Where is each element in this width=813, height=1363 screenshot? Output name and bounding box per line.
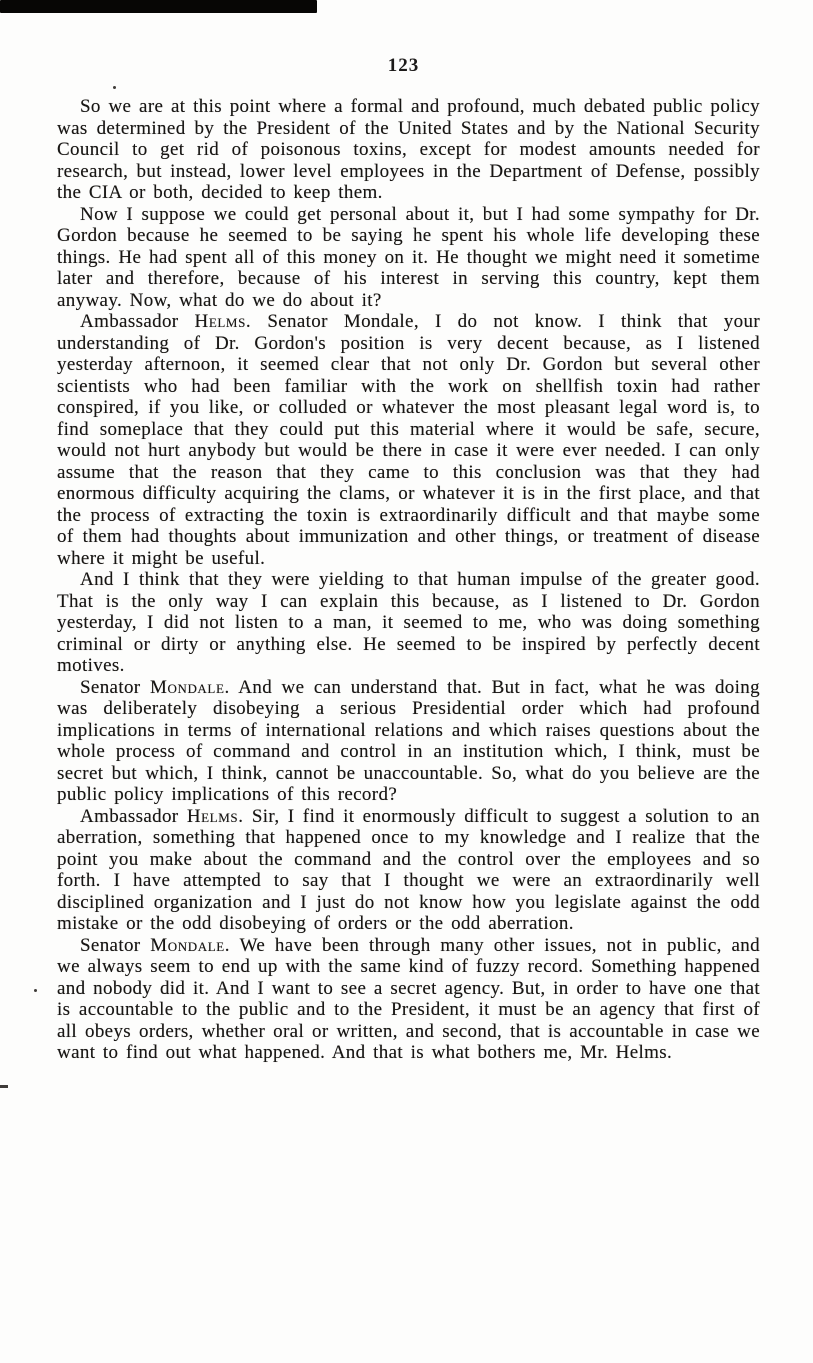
paragraph: Now I suppose we could get personal about it, but I had some sympathy for Dr. Gordon because he seemed to be saying he spent his whole life developing these things. He had spent all of this money on it. He thought we might need it sometime later and therefore, because of his interest in serving this country, kept them anyway. Now, what do we do about it? xyxy=(57,203,760,311)
scan-bar-artifact xyxy=(0,0,317,13)
speaker-prefix: Ambassador xyxy=(80,311,195,332)
speaker-name: Mondale. xyxy=(150,934,231,956)
paragraph: So we are at this point where a formal and profound, much debated public policy was determined by the President of the United States and by the National Security Council to get rid of poisonous toxins, except for modest amounts needed for research, but instead, lower level employees in the Department of Defense, possibly the CIA or both, decided to keep them. xyxy=(57,96,760,203)
scan-speck xyxy=(34,989,37,992)
speaker-prefix: Senator xyxy=(80,676,150,698)
paragraph: Ambassador Helms. Sir, I find it enormously difficult to suggest a solution to an aberration, something that happened once to my knowledge and I realize that the point you make about the command and the control over the employees and so forth. I have attempted to say that I thought we were an extraordinarily well disciplined organization and I just do not know how you legislate against the odd mistake or the odd disobeying of orders or the odd aberration. xyxy=(57,805,760,934)
speaker-prefix: Ambassador xyxy=(80,805,187,827)
page-number: 123 xyxy=(387,55,420,76)
paragraph: Senator Mondale. And we can understand that. But in fact, what he was doing was deliberately disobeying a serious Presidential order which had profound implications in terms of international relations and which raises questions about the whole process of command and control in an institution which, I think, must be secret but which, I think, cannot be unaccountable. So, what do you believe are the public policy implications of this record? xyxy=(57,676,760,805)
paragraph: And I think that they were yielding to that human impulse of the greater good. That is the only way I can explain this because, as I listened to Dr. Gordon yesterday, I did not listen to a man, it seemed to me, who was doing something criminal or dirty or anything else. He seemed to be inspired by perfectly decent motives. xyxy=(57,569,760,676)
speaker-name: Helms. xyxy=(194,311,252,332)
speaker-name: Helms. xyxy=(186,805,244,827)
speaker-name: Mondale. xyxy=(149,676,230,698)
paragraph: Senator Mondale. We have been through many other issues, not in public, and we always seem to end up with the same kind of fuzzy record. Something happened and nobody did it. And I want to see a secret agency. But, in order to have one that is accountable to the public and to the President, it must be an agency that first of all obeys orders, whether oral or written, and second, that is accountable in case we want to find out what happened. And that is what bothers me, Mr. Helms. xyxy=(57,934,760,1063)
scan-speck xyxy=(113,86,116,89)
scan-speck xyxy=(0,1085,8,1088)
speaker-prefix: Senator xyxy=(80,934,151,956)
page-body xyxy=(57,96,760,1064)
paragraph: Ambassador Helms. Senator Mondale, I do not know. I think that your understanding of Dr. Gordon's position is very decent because, as I listened yesterday afternoon, it seemed clear that not only Dr. Gordon but several other scientists who had been familiar with the work on shellfish toxin had rather conspired, if you like, or colluded or whatever the most pleasant legal word is, to find someplace that they could put this material where it would be safe, secure, would not hurt anybody but would be there in case it were ever needed. I can only assume that the reason that they came to this conclusion was that they had enormous difficulty acquiring the clams, or whatever it is in the first place, and that the process of extracting the toxin is extraordinarily difficult and that maybe some of them had thoughts about immunization and other things, or treatment of disease where it might be useful. xyxy=(57,311,761,569)
